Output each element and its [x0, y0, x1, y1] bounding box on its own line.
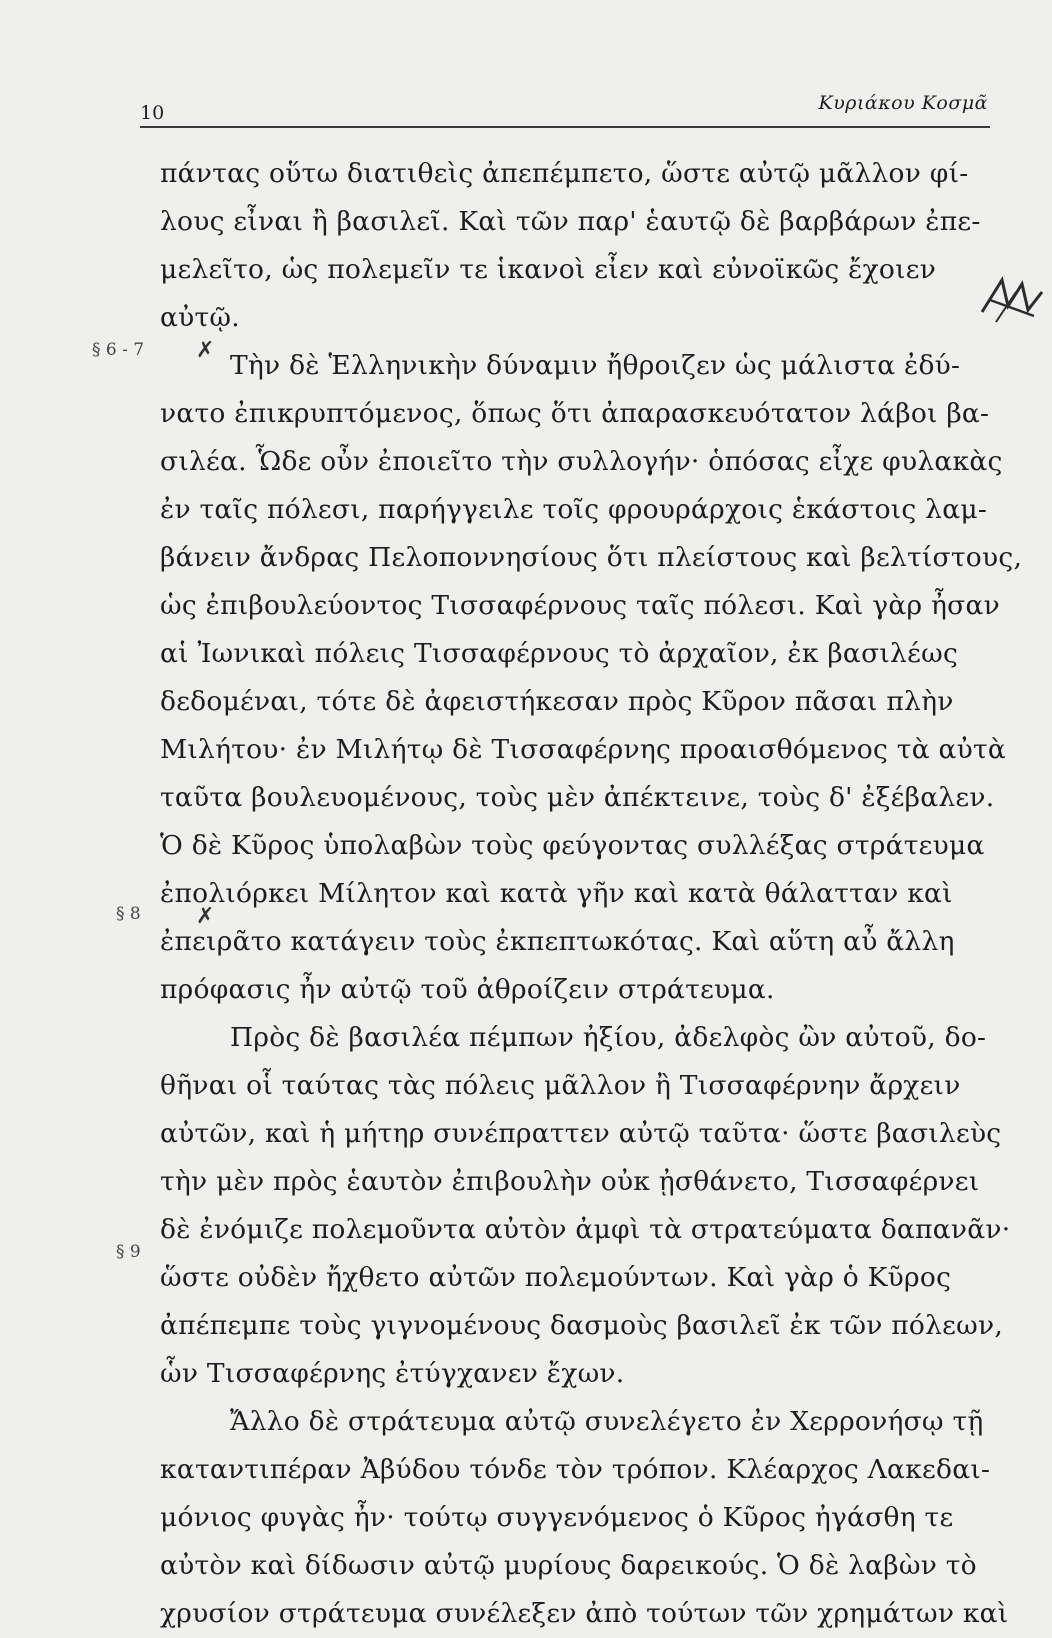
- text-line: ἀπέπεμπε τοὺς γιγνομένους δασμοὺς βασιλεῖ ἐκ τῶν πόλεων,: [160, 1310, 1004, 1341]
- text-line: Ὁ δὲ Κῦρος ὑπολαβὼν τοὺς φεύγοντας συλλέξας στράτευμα: [160, 830, 985, 861]
- text-line: θῆναι οἷ ταύτας τὰς πόλεις μᾶλλον ἢ Τισσαφέρνην ἄρχειν: [160, 1070, 961, 1101]
- body-text: [160, 150, 1023, 1638]
- section-marker: § 6 - 7: [92, 340, 145, 360]
- text-line: μόνιος φυγὰς ἦν· τούτῳ συγγενόμενος ὁ Κῦρος ἠγάσθη τε: [160, 1502, 954, 1533]
- text-line: χρυσίον στράτευμα συνέλεξεν ἀπὸ τούτων τῶν χρημάτων καὶ: [160, 1598, 1009, 1629]
- text-line: τὴν μὲν πρὸς ἑαυτὸν ἐπιβουλὴν οὐκ ᾐσθάνετο, Τισσαφέρνει: [160, 1166, 980, 1197]
- text-line: αὐτῶν, καὶ ἡ μήτηρ συνέπραττεν αὐτῷ ταῦτα· ὥστε βασιλεὺς: [160, 1118, 1002, 1149]
- text-line: αὐτῷ.: [160, 302, 240, 333]
- section-marker: § 8: [116, 904, 141, 924]
- text-line: ὧν Τισσαφέρνης ἐτύγχανεν ἔχων.: [160, 1358, 625, 1389]
- running-head: Κυριάκου Κοσμᾶ: [818, 92, 988, 114]
- section-marker: § 9: [116, 1242, 141, 1262]
- page-number: 10: [140, 102, 165, 124]
- header-rule: [140, 126, 990, 128]
- page-header: [140, 92, 990, 128]
- text-line: ἐπειρᾶτο κατάγειν τοὺς ἐκπεπτωκότας. Καὶ αὕτη αὖ ἄλλη: [160, 926, 955, 957]
- text-line: λους εἶναι ἢ βασιλεῖ. Καὶ τῶν παρ' ἑαυτῷ δὲ βαρβάρων ἐπε-: [160, 206, 981, 237]
- text-line: Τὴν δὲ Ἑλληνικὴν δύναμιν ἤθροιζεν ὡς μάλιστα ἐδύ-: [230, 350, 961, 381]
- pen-cross-mark-icon: ✗: [196, 904, 215, 929]
- text-line: νατο ἐπικρυπτόμενος, ὅπως ὅτι ἀπαρασκευότατον λάβοι βα-: [160, 398, 990, 429]
- text-line: ὡς ἐπιβουλεύοντος Τισσαφέρνους ταῖς πόλεσι. Καὶ γὰρ ἦσαν: [160, 590, 1000, 621]
- text-line: αἱ Ἰωνικαὶ πόλεις Τισσαφέρνους τὸ ἀρχαῖον, ἐκ βασιλέως: [160, 638, 959, 669]
- text-line: Μιλήτου· ἐν Μιλήτῳ δὲ Τισσαφέρνης προαισθόμενος τὰ αὐτὰ: [160, 734, 1007, 765]
- text-line: καταντιπέραν Ἀβύδου τόνδε τὸν τρόπον. Κλέαρχος Λακεδαι-: [160, 1454, 991, 1485]
- text-line: βάνειν ἄνδρας Πελοποννησίους ὅτι πλείστους καὶ βελτίστους,: [160, 542, 1023, 573]
- text-line: αὐτὸν καὶ δίδωσιν αὐτῷ μυρίους δαρεικούς. Ὁ δὲ λαβὼν τὸ: [160, 1550, 977, 1581]
- text-line: Ἄλλο δὲ στράτευμα αὐτῷ συνελέγετο ἐν Χερρονήσῳ τῇ: [230, 1406, 984, 1437]
- text-line: δεδομέναι, τότε δὲ ἀφειστήκεσαν πρὸς Κῦρον πᾶσαι πλὴν: [160, 686, 954, 717]
- text-line: πρόφασις ἦν αὐτῷ τοῦ ἀθροίζειν στράτευμα.: [160, 974, 775, 1005]
- text-line: ἐπολιόρκει Μίλητον καὶ κατὰ γῆν καὶ κατὰ θάλατταν καὶ: [160, 878, 953, 909]
- text-line: σιλέα. Ὧδε οὖν ἐποιεῖτο τὴν συλλογήν· ὁπόσας εἶχε φυλακὰς: [160, 446, 1003, 477]
- text-line: Πρὸς δὲ βασιλέα πέμπων ἠξίου, ἀδελφὸς ὢν αὐτοῦ, δο-: [230, 1022, 987, 1053]
- text-line: πάντας οὕτω διατιθεὶς ἀπεπέμπετο, ὥστε αὐτῷ μᾶλλον φί-: [160, 158, 969, 189]
- text-line: μελεῖτο, ὡς πολεμεῖν τε ἱκανοὶ εἶεν καὶ εὐνοϊκῶς ἔχοιεν: [160, 254, 937, 285]
- pen-cross-mark-icon: ✗: [196, 338, 215, 363]
- text-line: ταῦτα βουλευομένους, τοὺς μὲν ἀπέκτεινε, τοὺς δ' ἐξέβαλεν.: [160, 782, 995, 813]
- text-line: ἐν ταῖς πόλεσι, παρήγγειλε τοῖς φρουράρχοις ἑκάστοις λαμ-: [160, 494, 988, 525]
- text-line: δὲ ἐνόμιζε πολεμοῦντα αὐτὸν ἀμφὶ τὰ στρατεύματα δαπανᾶν·: [160, 1214, 1011, 1245]
- text-line: ὥστε οὐδὲν ἤχθετο αὐτῶν πολεμούντων. Καὶ γὰρ ὁ Κῦρος: [160, 1262, 952, 1293]
